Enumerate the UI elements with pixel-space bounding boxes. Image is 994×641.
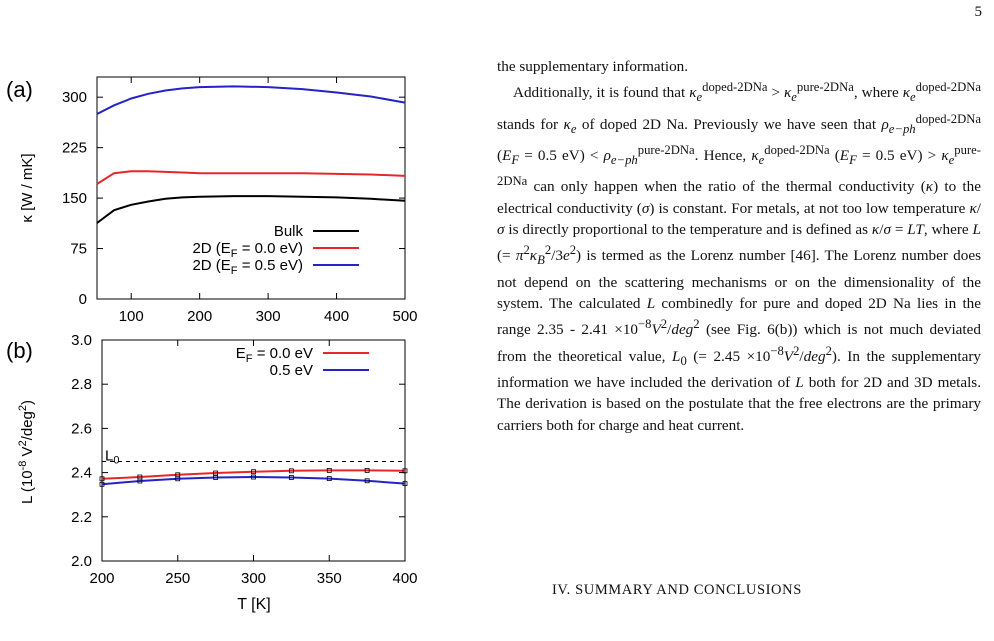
- x-tick-label: 300: [240, 570, 267, 587]
- paragraph-2: Additionally, it is found that $\kappa_e^{doped-2DNa} > \kappa_e^{pure-2DNa}$, where $\kappa_e^{doped-2DNa}$ stands for $\kappa_e$ of doped 2D Na. Previously we have seen that $\rho_{e-ph}^{doped-2DNa}$ ($E_F = 0.5$ $eV) < \rho_{e-ph}^{pure-2DNa}$. Hence, $\kappa_e^{doped-2DNa}$ ($E_F = 0.5$ $eV) > \kappa_e^{pure-2DNa}$ can only happen when the ratio of the thermal conductivity (κ) to the electrical conductivity (σ) is constant. For metals, at not too low temperature κ/σ is directly proportional to the temperature and is defined as κ/σ = LT, where L (= $\pi^2\kappa_B^2/3e^2$) is termed as the Lorenz number [46]. The Lorenz number does not depend on the scattering mechanisms or on the dimensionality of the system. The calculated L combinedly for pure and doped 2D Na lies in the range $2.35 - 2.41 \times 10^{-8}V^2/deg^2$ (see Fig. 6(b)) which is not much deviated from the theoretical value, $L_0$ (= $2.45 \times 10^{-8}V^2/deg^2$). In the supplementary information we have included the derivation of L both for 2D and 3D metals. The derivation is based on the postulate that the free electrons are the primary carriers both for charge and heat current.: [497, 80, 982, 434]
- body-text: [497, 56, 981, 436]
- reference-label: $L_0$: [105, 447, 120, 467]
- y-tick-label: 225: [61, 139, 87, 157]
- x-tick-label: 100: [118, 308, 144, 325]
- y-tick-label: 3.0: [71, 332, 92, 349]
- panel-b-label: (b): [6, 338, 33, 363]
- paragraph-1: the supplementary information.: [497, 58, 689, 75]
- y-tick-label: 2.0: [71, 553, 92, 570]
- panel-b-ylabel: L ($10^{-8}$ $V^2/deg^2$): [17, 399, 36, 505]
- series-line: [97, 196, 405, 223]
- x-tick-label: 500: [392, 308, 418, 325]
- y-tick-label: 150: [61, 190, 87, 208]
- series-line: [102, 477, 405, 484]
- y-tick-label: 75: [70, 240, 87, 258]
- x-tick-label: 200: [187, 308, 213, 325]
- panel-b-plot: [17, 332, 418, 613]
- y-tick-label: 0: [78, 291, 87, 308]
- x-tick-label: 200: [89, 570, 115, 587]
- y-tick-label: 2.6: [71, 420, 92, 438]
- x-tick-label: 300: [255, 308, 281, 325]
- x-tick-label: 400: [324, 308, 350, 325]
- y-tick-label: 2.4: [71, 464, 92, 482]
- x-tick-label: 350: [316, 570, 342, 587]
- x-tick-label: 400: [392, 570, 418, 587]
- legend-label: Bulk: [273, 223, 303, 240]
- legend-label: 2D ($E_F = 0.0$ eV): [192, 240, 303, 260]
- legend-label: $E_F = 0.0$ eV: [235, 345, 313, 365]
- panel-a-label: (a): [6, 77, 33, 102]
- section-heading: IV. SUMMARY AND CONCLUSIONS: [552, 582, 802, 598]
- y-tick-label: 2.8: [71, 376, 92, 394]
- legend-label: 0.5 eV: [269, 362, 313, 379]
- panel-b-xlabel: T [K]: [237, 596, 271, 613]
- panel-b-frame: [102, 340, 405, 561]
- series-line: [97, 171, 405, 184]
- series-line: [97, 86, 405, 114]
- legend-label: 2D ($E_F = 0.5$ eV): [192, 257, 303, 277]
- y-tick-label: 300: [61, 89, 87, 107]
- panel-a-plot: [19, 77, 418, 325]
- page-number: 5: [974, 4, 982, 20]
- figure-6: [0, 0, 480, 641]
- panel-a-ylabel: κ [W / mK]: [19, 153, 36, 223]
- y-tick-label: 2.2: [71, 508, 92, 526]
- x-tick-label: 250: [165, 570, 191, 587]
